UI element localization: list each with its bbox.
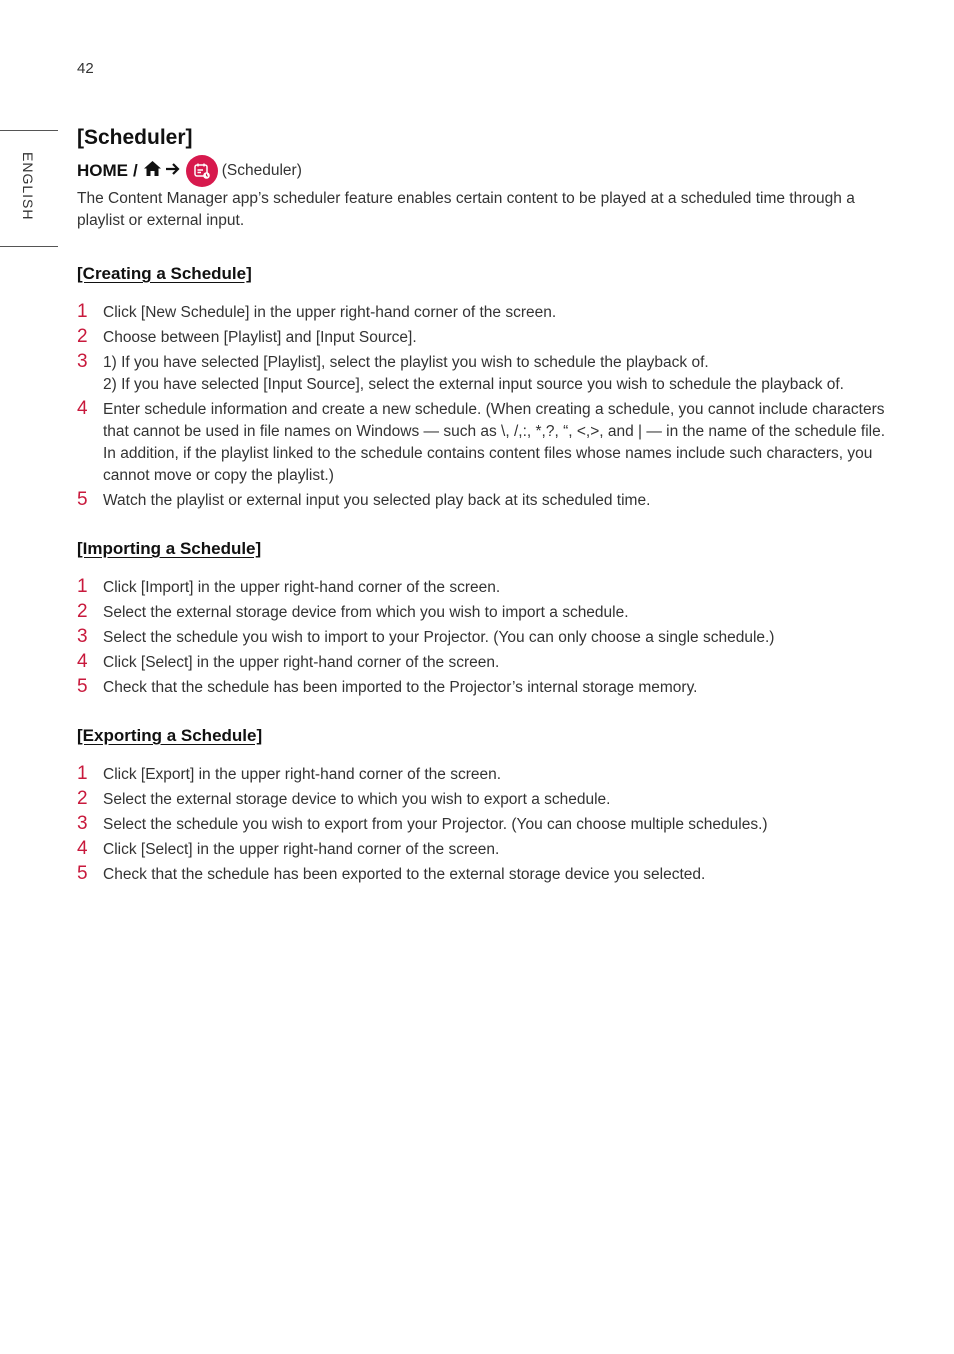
list-item	[77, 764, 887, 786]
step-text: Watch the playlist or external input you selected play back at its scheduled time.	[103, 492, 651, 509]
home-icon	[143, 160, 162, 182]
section-heading: [Creating a Schedule]	[77, 264, 252, 283]
step-text: Click [Export] in the upper right-hand corner of the screen.	[103, 766, 502, 783]
step-text: Click [New Schedule] in the upper right-hand corner of the screen.	[103, 304, 557, 321]
section-creating-schedule	[77, 262, 887, 512]
step-number: 2	[77, 326, 88, 347]
list-item	[77, 352, 887, 396]
step-text: Click [Import] in the upper right-hand corner of the screen.	[103, 579, 501, 596]
step-number: 5	[77, 863, 88, 884]
list-item	[77, 490, 887, 512]
step-number: 3	[77, 626, 88, 647]
nav-home-label: HOME	[77, 161, 128, 180]
step-text: Select the external storage device from which you wish to import a schedule.	[103, 604, 629, 621]
arrow-right-icon	[165, 162, 181, 181]
list-item	[77, 399, 887, 487]
list-item	[77, 677, 887, 699]
nav-scheduler-label: (Scheduler)	[221, 162, 302, 179]
list-item	[77, 602, 887, 624]
section-exporting-schedule	[77, 724, 887, 886]
list-item	[77, 839, 887, 861]
side-tab-bottom-rule	[0, 246, 58, 247]
list-item	[77, 864, 887, 886]
step-text: Check that the schedule has been imported to the Projector’s internal storage memory.	[103, 679, 698, 696]
section-heading: [Exporting a Schedule]	[77, 726, 263, 745]
step-text: Enter schedule information and create a new schedule. (When creating a schedule, you cannot include characters that cannot be used in file names on Windows — such as \, /,:, *,?, “, <,>, and | — in the name of the schedule file. In addition, if the playlist linked to the schedule contains content files whose names include such characters, you cannot move or copy the playlist.)	[103, 401, 886, 484]
list-item	[77, 577, 887, 599]
step-number: 4	[77, 838, 88, 859]
step-number: 2	[77, 601, 88, 622]
step-number: 3	[77, 813, 88, 834]
step-number: 5	[77, 676, 88, 697]
step-number: 1	[77, 576, 88, 597]
navigation-path	[77, 156, 887, 186]
step-text: Check that the schedule has been exported to the external storage device you selected.	[103, 866, 706, 883]
intro-paragraph: The Content Manager app’s scheduler feature enables certain content to be played at a scheduled time through a playlist or external input.	[77, 190, 855, 229]
step-number: 1	[77, 301, 88, 322]
page-number: 42	[77, 60, 94, 77]
step-number: 2	[77, 788, 88, 809]
list-item	[77, 302, 887, 324]
step-number: 3	[77, 351, 88, 372]
step-number: 5	[77, 489, 88, 510]
list-item	[77, 814, 887, 836]
main-content	[77, 124, 887, 889]
list-item	[77, 652, 887, 674]
side-tab-language: ENGLISH	[20, 152, 36, 221]
step-text: Select the external storage device to which you wish to export a schedule.	[103, 791, 611, 808]
step-text: Click [Select] in the upper right-hand corner of the screen.	[103, 654, 500, 671]
step-text: 1) If you have selected [Playlist], select the playlist you wish to schedule the playback of.	[103, 354, 709, 371]
step-text: Choose between [Playlist] and [Input Source].	[103, 329, 417, 346]
list-item	[77, 327, 887, 349]
side-tab-top-rule	[0, 130, 58, 131]
list-item	[77, 627, 887, 649]
scheduler-icon	[186, 155, 218, 187]
step-number: 4	[77, 651, 88, 672]
step-number: 1	[77, 763, 88, 784]
steps-list	[77, 577, 887, 699]
section-importing-schedule	[77, 537, 887, 699]
step-text: Select the schedule you wish to export from your Projector. (You can choose multiple schedules.)	[103, 816, 768, 833]
section-heading: [Importing a Schedule]	[77, 539, 262, 558]
list-item	[77, 789, 887, 811]
step-text: Click [Select] in the upper right-hand corner of the screen.	[103, 841, 500, 858]
nav-separator: /	[133, 161, 138, 180]
step-text: Select the schedule you wish to import to your Projector. (You can only choose a single schedule.)	[103, 629, 775, 646]
steps-list	[77, 302, 887, 512]
step-text: 2) If you have selected [Input Source], select the external input source you wish to schedule the playback of.	[103, 376, 844, 393]
step-number: 4	[77, 398, 88, 419]
page-title: [Scheduler]	[77, 126, 193, 149]
steps-list	[77, 764, 887, 886]
